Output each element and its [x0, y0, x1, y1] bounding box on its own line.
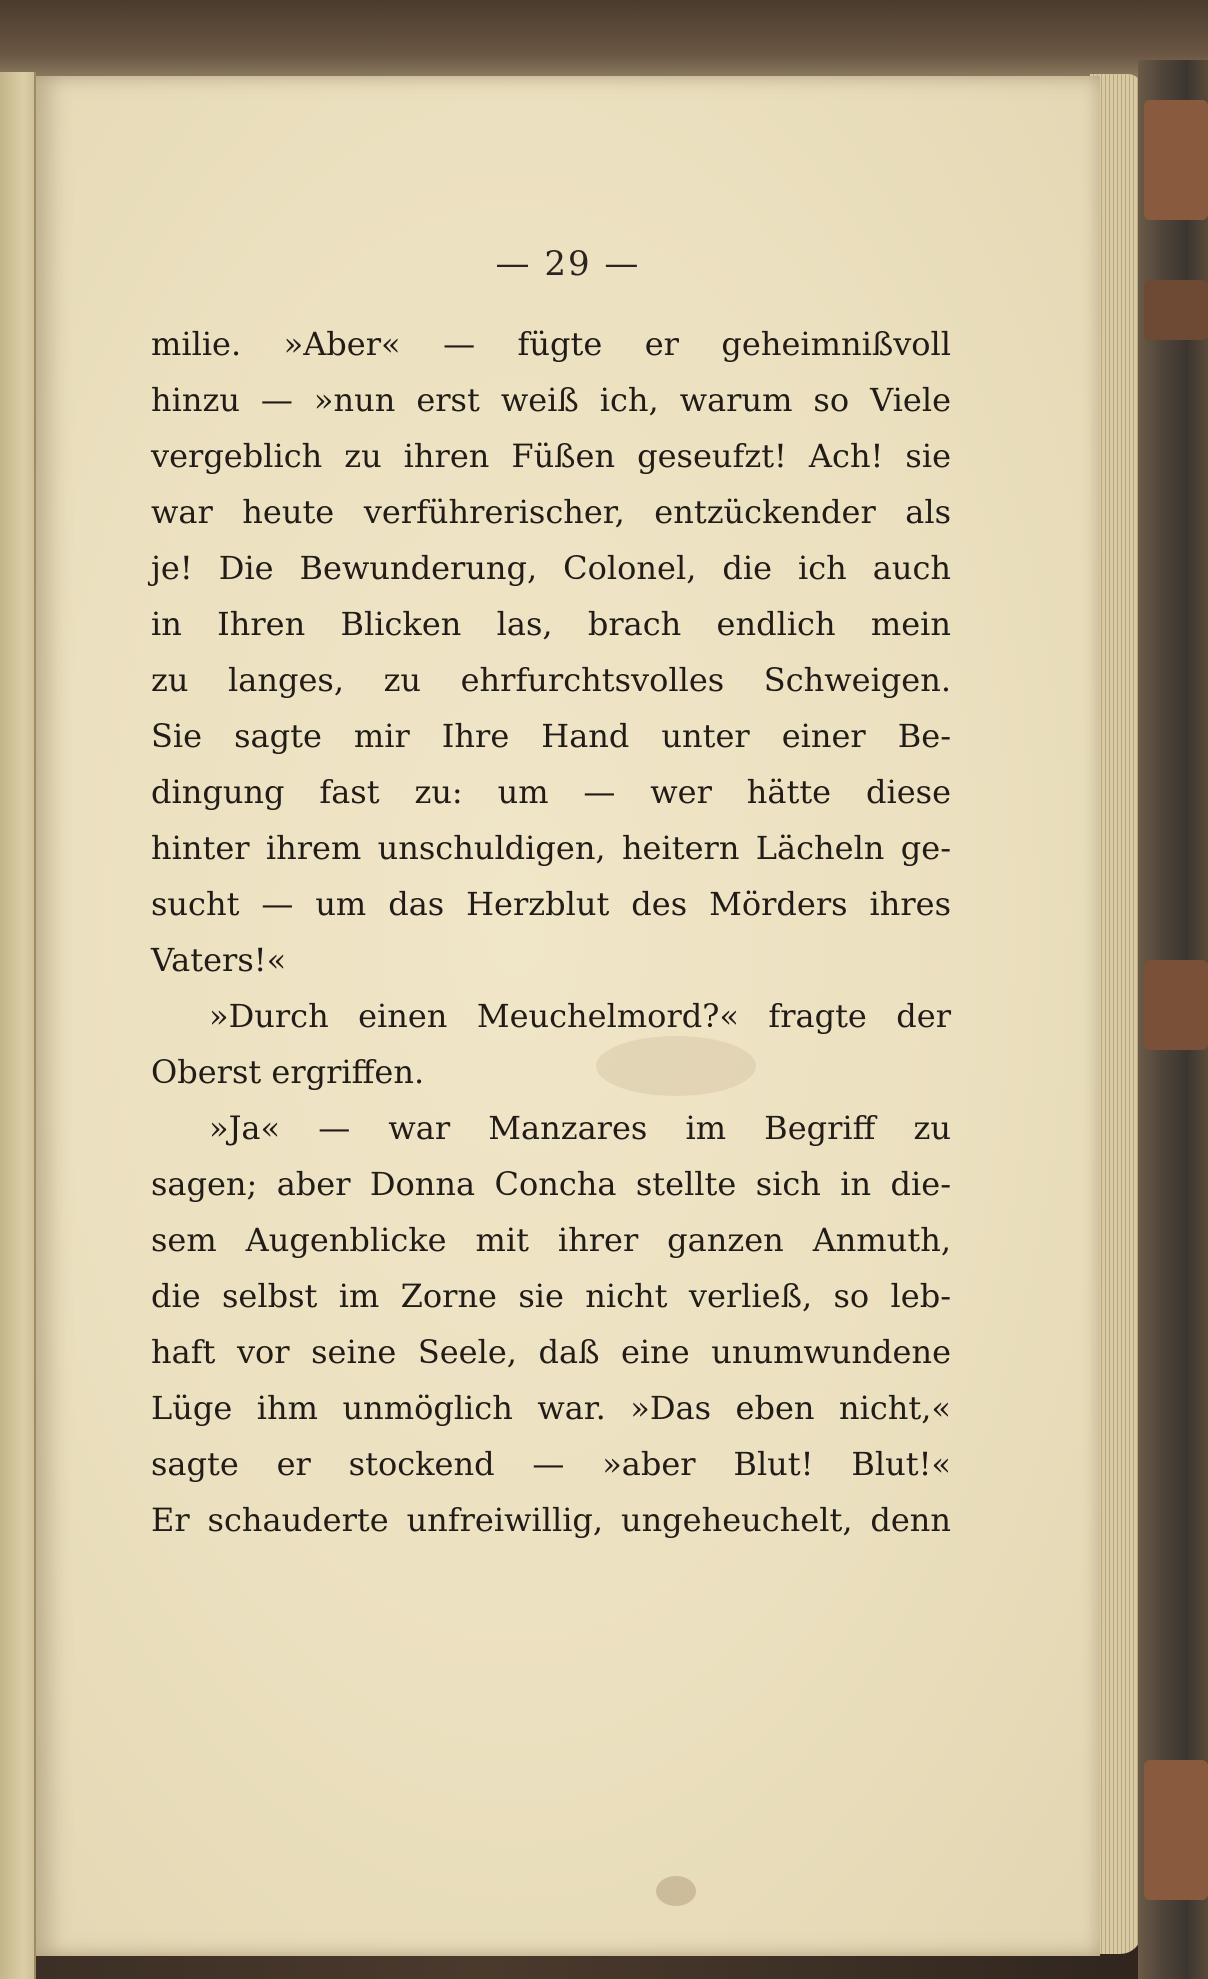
text-line: »Ja« — war Manzares im Begriff zu [209, 1109, 951, 1147]
text-line: »Durch einen Meuchelmord?« fragte der [209, 997, 951, 1035]
paper-stain [656, 1876, 696, 1906]
cover-wear-mark [1144, 280, 1208, 340]
book-top-edge [0, 0, 1208, 78]
text-line: milie. »Aber« — fügte er geheimnißvoll [151, 325, 951, 363]
text-line: hinzu — »nun erst weiß ich, warum so Viele [151, 381, 951, 419]
body-text [151, 316, 951, 1548]
text-line: zu langes, zu ehrfurchtsvolles Schweigen. [151, 661, 951, 699]
text-line: dingung fast zu: um — wer hätte diese [151, 773, 951, 811]
cover-wear-mark [1144, 960, 1208, 1050]
text-line: die selbst im Zorne sie nicht verließ, so leb- [151, 1277, 951, 1315]
text-line: Oberst ergriffen. [151, 1053, 425, 1091]
text-line: sucht — um das Herzblut des Mörders ihres [151, 885, 951, 923]
book-page [36, 76, 1100, 1956]
text-line: Vaters!« [151, 941, 287, 979]
page-number: — 29 — [495, 244, 641, 284]
text-line: sagte er stockend — »aber Blut! Blut!« [151, 1445, 951, 1483]
text-line: vergeblich zu ihren Füßen geseufzt! Ach! sie [151, 437, 951, 475]
text-line: hinter ihrem unschuldigen, heitern Lächeln ge- [151, 829, 951, 867]
text-line: in Ihren Blicken las, brach endlich mein [151, 605, 951, 643]
left-page-edge [0, 72, 36, 1979]
cover-wear-mark [1144, 100, 1208, 220]
text-line: war heute verführerischer, entzückender als [151, 493, 951, 531]
text-line: Er schauderte unfreiwillig, ungeheuchelt, denn [151, 1501, 951, 1539]
text-line: sem Augenblicke mit ihrer ganzen Anmuth, [151, 1221, 951, 1259]
cover-wear-mark [1144, 1760, 1208, 1900]
text-line: sagen; aber Donna Concha stellte sich in die- [151, 1165, 951, 1203]
book-cover-edge [1138, 60, 1208, 1979]
text-line: haft vor seine Seele, daß eine unumwundene [151, 1333, 951, 1371]
text-line: je! Die Bewunderung, Colonel, die ich auch [151, 549, 951, 587]
text-line: Sie sagte mir Ihre Hand unter einer Be- [151, 717, 951, 755]
text-line: Lüge ihm unmöglich war. »Das eben nicht,« [151, 1389, 951, 1427]
